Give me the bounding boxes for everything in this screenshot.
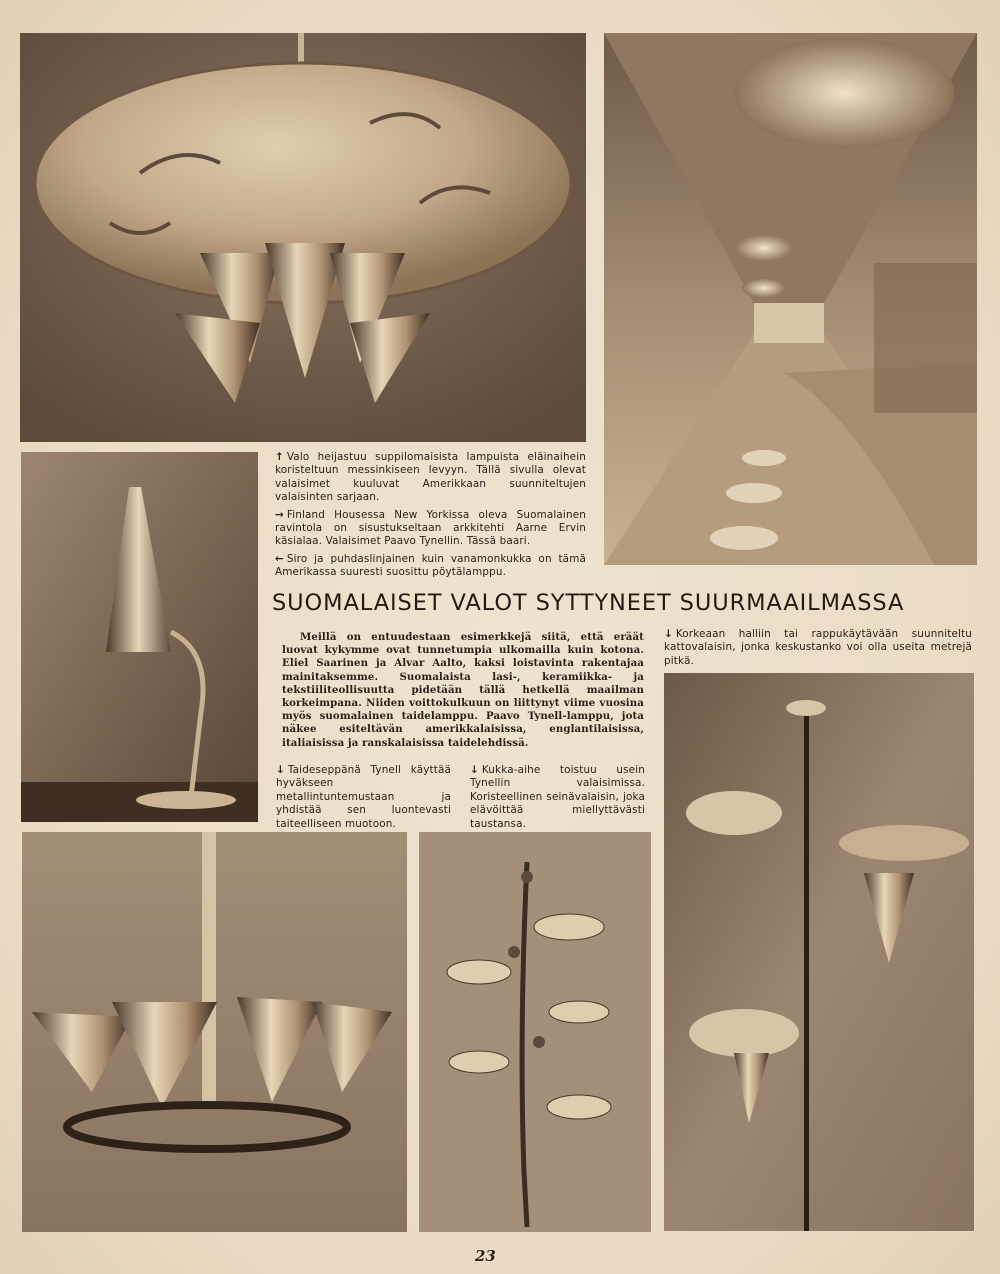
photo-ceiling-dish-lamp bbox=[20, 33, 586, 442]
table-lamp-illustration bbox=[21, 452, 258, 822]
photo-hall-ceiling-lamp bbox=[664, 673, 974, 1231]
flower-wall-lamp-illustration bbox=[419, 832, 651, 1232]
caption-finland-house: → Finland Housessa New Yorkissa oleva Suomalainen ravintola on sisustukseltaan arkkitehti Aarne Ervin käsialaa. Valaisimet Paavo Tynellin. Tässä baari. bbox=[275, 508, 586, 548]
caption-table-lamp: ← Siro ja puhdaslinjainen kuin vanamonkukka on tämä Amerikassa suuresti suosittu pöytälamppu. bbox=[275, 552, 586, 579]
caption-group-top bbox=[275, 451, 586, 584]
arrow-down-icon: ↓ bbox=[276, 764, 285, 776]
bar-interior-illustration bbox=[604, 33, 977, 565]
caption-ceiling-dish: ↑ Valo heijastuu suppilomaisista lampuista eläinaihein koristeltuun messinkiseen levyyn. Tällä sivulla olevat valaisimet kuuluvat Amerikkaan suunniteltujen valaisinten sarjaan. bbox=[275, 451, 586, 504]
arrow-up-icon: ↑ bbox=[275, 451, 284, 463]
ceiling-dish-illustration bbox=[20, 33, 586, 442]
arrow-right-icon: → bbox=[275, 508, 284, 521]
photo-finland-house-bar bbox=[604, 33, 977, 565]
caption-chandelier: ↓ Taideseppänä Tynell käyttää hyväkseen metallintuntemustaan ja yhdistää sen luontevasti taiteelliseen muotoon. bbox=[276, 764, 451, 830]
caption-hall-lamp: ↓ Korkeaan halliin tai rappukäytävään suunniteltu kattovalaisin, jonka keskustanko voi olla useita metrejä pitkä. bbox=[664, 628, 972, 667]
chandelier-illustration bbox=[22, 832, 407, 1232]
hall-lamp-illustration bbox=[664, 673, 974, 1231]
arrow-left-icon: ← bbox=[275, 552, 284, 565]
photo-chandelier-ring bbox=[22, 832, 407, 1232]
arrow-down-icon: ↓ bbox=[470, 764, 479, 776]
article-body: Meillä on entuudestaan esimerkkejä siitä, että eräät luovat kykymme ovat tunnetumpia ulkomailla kuin kotona. Eliel Saarinen ja Alvar Aalto, kaksi loistavinta rakentajaa mainitaksemme. Suomalaista lasi-, keramiikka- ja tekstiiliteollisuutta pidetään tällä hetkellä maailman korkeimpana. Niiden voittokulkuun on liittynyt viime vuosina myös suomalainen taidelamppu. Paavo Tynell-lamppu, jota näkee esiteltävän amerikkalaisissa, englantilaisissa, italiaisissa ja ranskalaisissa taidelehdissä. bbox=[282, 631, 644, 749]
page-number: 23 bbox=[475, 1247, 496, 1265]
article-headline: SUOMALAISET VALOT SYTTYNEET SUURMAAILMASSA bbox=[272, 590, 905, 616]
arrow-down-icon: ↓ bbox=[664, 628, 673, 640]
photo-flower-wall-lamp bbox=[419, 832, 651, 1232]
photo-table-lamp bbox=[21, 452, 258, 822]
caption-flower-lamp: ↓ Kukka-aihe toistuu usein Tynellin valaisimissa. Koristeellinen seinävalaisin, joka elävöittää miellyttävästi taustansa. bbox=[470, 764, 645, 830]
